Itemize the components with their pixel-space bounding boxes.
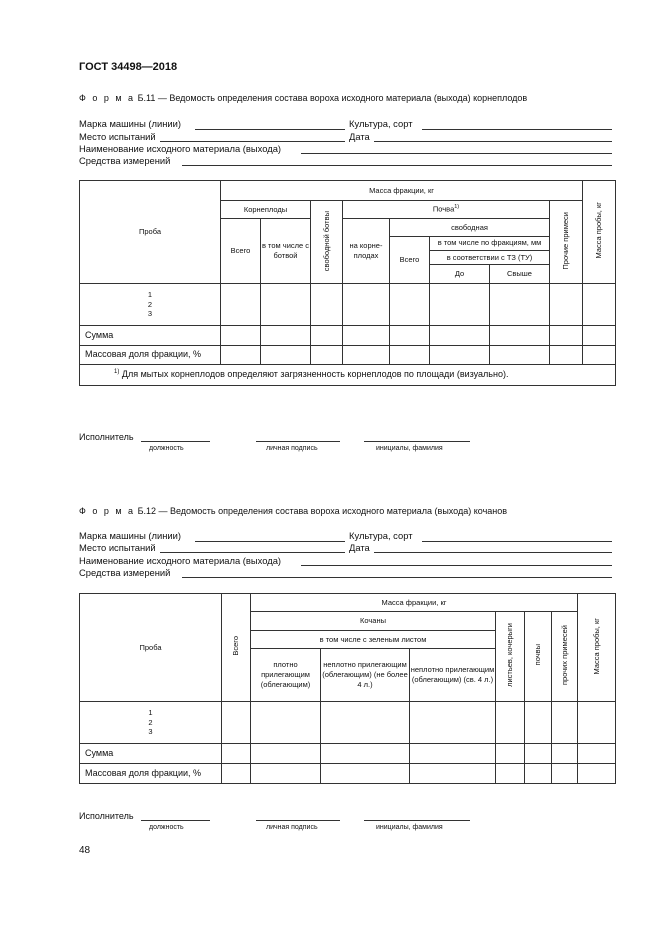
- form1-signature-line[interactable]: [256, 441, 340, 442]
- cell[interactable]: [578, 744, 616, 764]
- cell[interactable]: [251, 744, 321, 764]
- cell[interactable]: [261, 346, 311, 365]
- cell[interactable]: [343, 326, 390, 346]
- form2-row-numbers: 1 2 3: [80, 702, 222, 744]
- cell[interactable]: [496, 702, 525, 744]
- form2-machine-line[interactable]: [195, 541, 345, 542]
- page-number: 48: [79, 845, 91, 856]
- form1-instruments-line[interactable]: [182, 165, 612, 166]
- form1-on-roots: на корне-плодах: [343, 219, 390, 284]
- form1-footnote: $^{1)}$ Для мытых корнеплодов определяют загрязненность корнеплодов по площади (визуально).: [80, 365, 616, 386]
- cell[interactable]: [496, 744, 525, 764]
- form1-machine-line[interactable]: [195, 129, 345, 130]
- document-header: ГОСТ 34498—2018: [79, 61, 178, 73]
- cell[interactable]: [490, 284, 550, 326]
- cell[interactable]: [578, 764, 616, 784]
- form1-date-label: Дата: [349, 131, 370, 142]
- form2-crop-line[interactable]: [422, 541, 612, 542]
- form2-initials-caption: инициалы, фамилия: [376, 824, 443, 831]
- cell[interactable]: [261, 284, 311, 326]
- form2-soil-header: почвы: [525, 612, 552, 702]
- form1-other-impurities-header: Прочие примеси: [550, 201, 583, 284]
- form2-machine-label: Марка машины (линии): [79, 530, 182, 541]
- cell[interactable]: [390, 326, 430, 346]
- form1-title-text: Б.11 — Ведомость определения состава вороха исходного материала (выхода) корнеплодов: [137, 93, 528, 103]
- form1-instruments-label: Средства измерений: [79, 155, 171, 166]
- cell[interactable]: [390, 346, 430, 365]
- form1-free-tops-header: свободной ботвы: [311, 201, 343, 284]
- form2-green-leaf-header: в том числе с зеленым листом: [251, 631, 496, 649]
- form1-material-line[interactable]: [301, 153, 612, 154]
- form2-date-line[interactable]: [374, 552, 612, 553]
- form1-soil-header: Почва$^{1)}$: [343, 201, 550, 219]
- form2-loose-le4-header: неплотно прилегающим (облегающим) (не более 4 л.): [321, 649, 410, 702]
- cell[interactable]: [550, 284, 583, 326]
- form1-sample-header: Проба: [80, 181, 221, 284]
- cell[interactable]: [221, 346, 261, 365]
- form1-incl-tops: в том числе с ботвой: [261, 219, 311, 284]
- form1-roots-total: Всего: [221, 219, 261, 284]
- cell[interactable]: [410, 744, 496, 764]
- form2-sum-label: Сумма: [80, 744, 222, 764]
- cell[interactable]: [583, 284, 616, 326]
- form1-crop-line[interactable]: [422, 129, 612, 130]
- form2-mass-fraction-header: Масса фракции, кг: [251, 594, 578, 612]
- form1-mass-fraction-header: Масса фракции, кг: [221, 181, 583, 201]
- cell[interactable]: [430, 346, 490, 365]
- form2-position-line[interactable]: [141, 820, 210, 821]
- cell[interactable]: [583, 346, 616, 365]
- form1-by-fractions: [430, 237, 550, 265]
- cell[interactable]: [525, 702, 552, 744]
- form1-place-label: Место испытаний: [79, 131, 156, 142]
- form2-place-label: Место испытаний: [79, 542, 156, 553]
- form2-heads-header: Кочаны: [251, 612, 496, 631]
- form1-material-label: Наименование исходного материала (выхода): [79, 143, 282, 154]
- cell[interactable]: [490, 326, 550, 346]
- form1-up-to: До: [430, 265, 490, 284]
- cell[interactable]: [525, 764, 552, 784]
- cell[interactable]: [552, 764, 578, 784]
- form2-instruments-label: Средства измерений: [79, 567, 171, 578]
- form1-place-line[interactable]: [160, 141, 345, 142]
- cell[interactable]: [552, 744, 578, 764]
- cell[interactable]: [222, 744, 251, 764]
- form1-date-line[interactable]: [374, 141, 612, 142]
- form2-sample-header: Проба: [80, 594, 222, 702]
- cell[interactable]: [525, 744, 552, 764]
- form2-leaves-header: листьев, кочерыги: [496, 612, 525, 702]
- cell[interactable]: [343, 284, 390, 326]
- form1-mass-share-label: Массовая доля фракции, %: [80, 346, 221, 365]
- form1-position-caption: должность: [149, 445, 184, 452]
- cell[interactable]: [430, 326, 490, 346]
- cell[interactable]: [496, 764, 525, 784]
- form2-title-text: Б.12 — Ведомость определения состава вороха исходного материала (выхода) кочанов: [137, 506, 508, 516]
- form2-other-header: прочих примесей: [552, 612, 578, 702]
- cell[interactable]: [390, 284, 430, 326]
- cell[interactable]: [490, 346, 550, 365]
- form1-title-prefix: Ф о р м а: [79, 93, 136, 103]
- form2-executor-label: Исполнитель: [79, 811, 134, 821]
- form2-date-label: Дата: [349, 542, 370, 553]
- form2-tight-header: плотно прилегающим (облегающим): [251, 649, 321, 702]
- form2-position-caption: должность: [149, 824, 184, 831]
- form2-mass-share-label: Массовая доля фракции, %: [80, 764, 222, 784]
- cell[interactable]: [221, 326, 261, 346]
- form1-free-soil-total: Всего: [390, 237, 430, 284]
- cell[interactable]: [222, 702, 251, 744]
- cell[interactable]: [251, 702, 321, 744]
- form2-title-prefix: Ф о р м а: [79, 506, 136, 516]
- cell[interactable]: [251, 764, 321, 784]
- form2-table: [79, 593, 616, 784]
- form2-sample-mass-header: Масса пробы, кг: [578, 594, 616, 702]
- form2-crop-label: Культура, сорт: [349, 530, 413, 541]
- form2-initials-line[interactable]: [364, 820, 470, 821]
- form1-title: [79, 93, 527, 103]
- form1-sum-label: Сумма: [80, 326, 221, 346]
- cell[interactable]: [221, 284, 261, 326]
- form1-per-spec: в соответствии с ТЗ (ТУ): [430, 250, 549, 263]
- form2-signature-caption: личная подпись: [266, 824, 318, 831]
- form2-title: [79, 506, 507, 516]
- cell[interactable]: [410, 702, 496, 744]
- cell[interactable]: [311, 326, 343, 346]
- cell[interactable]: [321, 764, 410, 784]
- form2-material-line[interactable]: [301, 565, 612, 566]
- form2-place-line[interactable]: [160, 552, 345, 553]
- form1-table: [79, 180, 616, 386]
- cell[interactable]: [311, 346, 343, 365]
- form1-sample-mass-header: Масса пробы, кг: [583, 181, 616, 284]
- cell[interactable]: [261, 326, 311, 346]
- form1-free-soil: свободная: [390, 219, 550, 237]
- form1-row-numbers: 1 2 3: [80, 284, 221, 326]
- cell[interactable]: [410, 764, 496, 784]
- cell[interactable]: [583, 326, 616, 346]
- form2-instruments-line[interactable]: [182, 577, 612, 578]
- form2-loose-gt4-header: неплотно прилегающим (облегающим) (св. 4 л.): [410, 649, 496, 702]
- form1-initials-line[interactable]: [364, 441, 470, 442]
- form2-signature-line[interactable]: [256, 820, 340, 821]
- form1-by-fractions-text: в том числе по фракциям, мм: [437, 238, 542, 248]
- form2-material-label: Наименование исходного материала (выхода): [79, 555, 282, 566]
- form1-initials-caption: инициалы, фамилия: [376, 445, 443, 452]
- form1-signature-caption: личная подпись: [266, 445, 318, 452]
- cell[interactable]: [222, 764, 251, 784]
- form1-position-line[interactable]: [141, 441, 210, 442]
- form1-crop-label: Культура, сорт: [349, 118, 413, 129]
- cell[interactable]: [550, 326, 583, 346]
- cell[interactable]: [321, 702, 410, 744]
- cell[interactable]: [578, 702, 616, 744]
- cell[interactable]: [550, 346, 583, 365]
- cell[interactable]: [311, 284, 343, 326]
- form1-machine-label: Марка машины (линии): [79, 118, 182, 129]
- form1-over: Свыше: [490, 265, 550, 284]
- cell[interactable]: [552, 702, 578, 744]
- cell[interactable]: [321, 744, 410, 764]
- cell[interactable]: [343, 346, 390, 365]
- form2-total-header: Всего: [222, 594, 251, 702]
- form1-executor-label: Исполнитель: [79, 432, 134, 442]
- cell[interactable]: [430, 284, 490, 326]
- form1-root-crops-header: Корнеплоды: [221, 201, 311, 219]
